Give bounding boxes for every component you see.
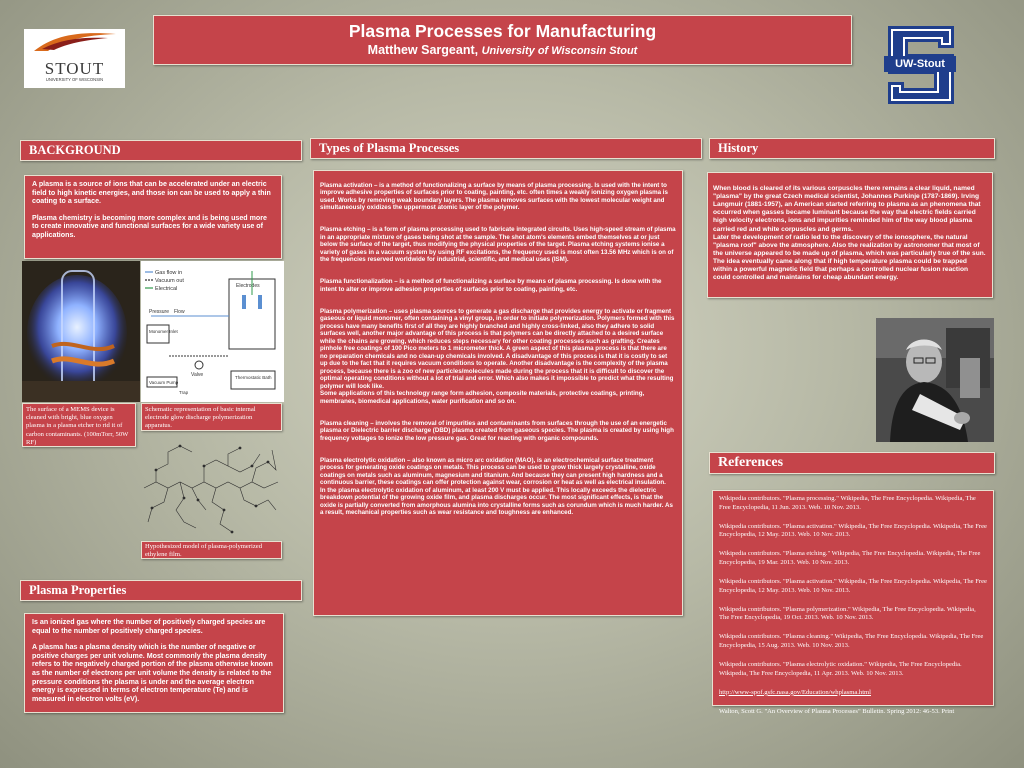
types-heading: Types of Plasma Processes — [310, 138, 702, 159]
references-heading: References — [709, 452, 995, 474]
title-banner — [153, 15, 852, 65]
type-etching: Plasma etching – is a form of plasma processing used to fabricate integrated circuits. Uses high-speed stream of plasma in an appropriate mixture of gases being shot at the sample. The shot atom's elements embed themselves at or just below the surface of the target, thus modifying the physical properties of the target. Plasma etching systems ionise a variety of gases in a vacuum system by using RF excitations, the frequency used is most often 13.56 MHz which is on of the frequencies reserved worldwide for industrial, scientific, and medical uses (ISM). — [320, 226, 676, 263]
reference-2: Wikipedia contributors. "Plasma activation." Wikipedia, The Free Encyclopedia. Wikipedia, The Free Encyclopedia, 12 May. 2013. Web. 10 Nov. 2013. — [719, 522, 987, 539]
schematic-caption: Schematic representation of basic internal electrode glow discharge polymerization apparatus. — [141, 403, 282, 431]
reference-4: Wikipedia contributors. "Plasma activation." Wikipedia, The Free Encyclopedia. Wikipedia, The Free Encyclopedia, 12 May. 2013. Web. 10 Nov. 2013. — [719, 578, 987, 594]
label-monomer-inlet: Monomer Inlet — [149, 329, 178, 334]
stout-logo-subtext: UNIVERSITY OF WISCONSIN — [45, 77, 104, 82]
stout-logo-text: STOUT — [44, 59, 105, 78]
uw-stout-logo-text: UW-Stout — [895, 58, 945, 70]
legend-gas-flow: Gas flow in — [155, 270, 183, 276]
history-text: When blood is cleared of its various corpuscles there remains a clear liquid, named "plasma" by the great Czech medical scientist, Johannes Purkinje (1787-1869). Irving Langmuir (1881-1957), an American started referring to plasma as an phenomena that occurred when gasses became luminant because the way that electric fields carried high velocity electrons, ions and impurities reminded him of the way blood plasma carried red and white corpuscles and germs. Later the development of radio led to the discovery of the ionosphere, the natural "plasma roof" above the atmosphere. Also the realization by astronomer that most of the universe appeared to be made up of plasma, which was particularly true of the sun. The idea eventually came along that if high temperature plasma could be trapped within a powerful magnetic field that perhaps a controlled nuclear fusion reaction could controlled and maintains for cheap abundant energy. — [713, 185, 986, 282]
background-paragraph-2: Plasma chemistry is becoming more complex and is being used more to create innovative and functional surfaces for a wide variety use of applications. — [32, 213, 267, 239]
reference-7: Wikipedia contributors. "Plasma electrolytic oxidation." Wikipedia, The Free Encyclopedia. Wikipedia, The Free Encyclopedia, 11 Apr. 2013. Web. 10 Nov. 2013. — [719, 661, 962, 677]
label-trap: Trap — [179, 390, 189, 395]
label-valve: Valve — [191, 372, 204, 378]
label-thermostatic-bath: Thermostatic Bath — [235, 375, 272, 380]
reference-3: Wikipedia contributors. "Plasma etching." Wikipedia, The Free Encyclopedia. Wikipedia, The Free Encyclopedia, 19 Mar. 2013. Web. 10 Nov. 2013. — [719, 550, 981, 566]
polymer-model-image — [140, 436, 284, 538]
uw-stout-logo — [880, 24, 960, 106]
author-name: Matthew Sargeant, — [367, 43, 479, 57]
plasma-etcher-photo — [22, 261, 140, 402]
plasma-properties-heading: Plasma Properties — [20, 580, 302, 601]
background-text-box — [24, 175, 282, 259]
glow-discharge-schematic — [141, 261, 284, 402]
type-activation: Plasma activation – is a method of functionalizing a surface by means of plasma processing. Is used with the intent to improve adhesive properties of surfaces prior to coating, painting, etc. often times a weakly ionizing oxygen plasma is used. Works by removing weak boundary layers. The plasma removes surfaces with the lowest molecular weight and simultaneously oxidizes the uppermost atomic layer of the polymer. — [320, 181, 668, 211]
types-text-box — [313, 170, 683, 616]
poster-title: Plasma Processes for Manufacturing — [348, 21, 657, 41]
type-cleaning: Plasma cleaning – involves the removal of impurities and contaminants from surfaces through the use of an energetic plasma or Dielectric barrier discharge (DBD) plasma created from gaseous species. The plasma is created by using high frequency voltages to ionize the low pressure gas. Great for reacting with organic compounds. — [320, 419, 674, 442]
flame-swoosh-icon — [24, 29, 125, 55]
type-functionalization: Plasma functionalization – is a method of functionalizing a surface by means of plasma processing. Is done with the intent to alter or improve adhesion properties of surfaces prior to coating, painting, etc. — [320, 278, 662, 293]
references-box — [712, 490, 994, 715]
reference-6: Wikipedia contributors. "Plasma cleaning." Wikipedia, The Free Encyclopedia. Wikipedia, The Free Encyclopedia, 15 Aug. 2013. Web. 10 Nov. 2013. — [719, 633, 984, 650]
legend-electrical: Electrical — [155, 286, 178, 292]
label-pressure: Pressure — [149, 309, 170, 315]
background-paragraph-1: A plasma is a source of ions that can be accelerated under an electric field to high kinetic energies, and those ion can be used to apply a thin coating to a surface. — [32, 180, 271, 206]
polymer-caption: Hypothesized model of plasma-polymerized ethylene film. — [141, 541, 282, 559]
background-heading: BACKGROUND — [20, 140, 302, 161]
reference-walton: Walton, Scott G. "An Overview of Plasma Processes" Bulletin. Spring 2012: 46-53. Print — [719, 707, 955, 715]
author-line — [154, 43, 851, 57]
stout-logo — [24, 29, 125, 88]
reference-5: Wikipedia contributors. "Plasma polymerization." Wikipedia, The Free Encyclopedia. Wikipedia, The Free Encyclopedia, 19 Oct. 2013. Web. 10 Nov. 2013. — [719, 605, 976, 622]
label-vacuum-pump: Vacuum Pump — [149, 380, 179, 385]
affiliation: University of Wisconsin Stout — [481, 45, 638, 57]
type-polymerization: Plasma polymerization – uses plasma sources to generate a gas discharge that provides energy to activate or fragment gaseous or liquid monomer, often containing a vinyl group, in order to initiate polymerization. Polymers formed with this process have many benefits first of all they are highly branched and highly cross-linked, also they adhere to solid surfaces well, another major advantage of this process is that polymers can be directly attached to a desired surface while the chains are growing, which reduces steps necessary for other coating processes such as grafting. Creates pinhole free coatings of 100 Pico meters to 1 micrometer thick. A green aspect of this plasma process is that there are no preparation chemicals and no clean-up chemicals involved. A disadvantage of this process is that it is costly to set up due to the fact that it requires vacuum conditions to operate. Another disadvantage is the complexity of the plasma process, because there is a zoo of new particles/molecules made during the process that it is difficult to discover the optimal operating conditions without a lot of trial and error. Which also makes it impossible to predict what the resulting polymer will look like. Some applications of this technology range form adhesion, composite materials, protective coatings, printing, membranes, biomedical applications, water purification and so on. — [320, 307, 675, 405]
properties-paragraph-1: Is an ionized gas where the number of positively charged species are equal to the number of positively charged species. — [32, 618, 266, 635]
nasa-reference-link[interactable]: http://www-spof.gsfc.nasa.gov/Education/whplasma.html — [719, 688, 871, 696]
reference-1: Wikipedia contributors. "Plasma processing." Wikipedia, The Free Encyclopedia. Wikipedia, The Free Encyclopedia, 11 Jun. 2013. Web. 10 Nov. 2013. — [719, 495, 976, 511]
plasma-properties-text-box — [24, 613, 284, 713]
langmuir-portrait-photo — [876, 318, 994, 442]
type-electrolytic-oxidation: Plasma electrolytic oxidation – also known as micro arc oxidation (MAO), is an electrochemical surface treatment process for generating oxide coatings on metals. This process can be used to grow thick largely crystalline, oxide coatings on metals such as aluminum, magnesium and titanium. And because they can present high hardness and a continuous barrier, these coatings can offer protection against wear, corrosion or heat as well as electrical insulation. In the plasma electrolytic oxidation of aluminum, at least 200 V must be applied. This locally exceeds the dielectric breakdown potential of the growing oxide film, and plasma discharges occur. The most significant effects, is that the oxide is partially converted from amorphous alumina into crystalline forms such as corundum which is much harder. As a result, mechanical properties such as wear resistance and toughness are enhanced. — [320, 456, 673, 516]
legend-vacuum-out: Vacuum out — [155, 278, 184, 284]
mems-caption: The surface of a MEMS device is cleaned with bright, blue oxygen plasma in a plasma etcher to rid it of carbon contaminants. (100mTorr, 50W RF) — [22, 403, 136, 447]
label-electrodes: Electrodes — [236, 283, 260, 289]
schematic-legend — [145, 270, 184, 292]
label-flow: Flow — [174, 309, 185, 315]
properties-paragraph-2: A plasma has a plasma density which is the number of negative or positive charges per unit volume. Most commonly the plasma density refers to the negatively charged portion of the plasma otherwise known as the number of electrons per unit volume the density is related to the pressure conditions the plasma is under and the average electron energy is expressed in terms of electron temperature (Te) and is measured in electron volts (eV). — [32, 643, 273, 703]
history-text-box — [707, 172, 993, 298]
history-heading: History — [709, 138, 995, 159]
